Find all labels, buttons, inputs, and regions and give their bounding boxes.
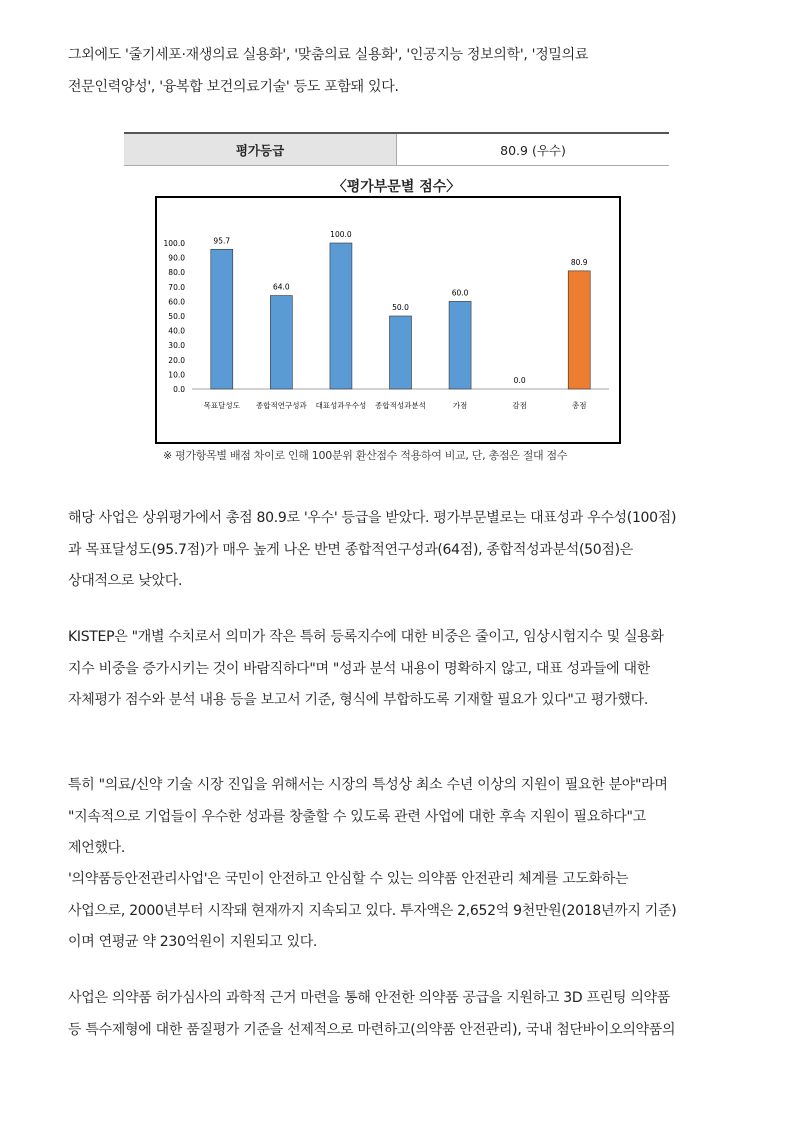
text-line: "지속적으로 기업들이 우수한 성과를 창출할 수 있도록 관련 사업에 대한 후속 지원이 필요하다"고 (68, 808, 646, 825)
y-tick-label: 70.0 (168, 282, 185, 292)
text-line: 과 목표달성도(95.7점)가 매우 높게 나온 반면 종합적연구성과(64점), 종합적성과분석(50점)은 (68, 541, 633, 558)
y-tick-label: 80.0 (168, 268, 185, 278)
text-line: 해당 사업은 상위평가에서 총점 80.9로 '우수' 등급을 받았다. 평가부문별로는 대표성과 우수성(100점) (68, 510, 677, 526)
paragraph (68, 503, 738, 598)
text-line: 사업으로, 2000년부터 시작돼 현재까지 지속되고 있다. 투자액은 2,652억 9천만원(2018년까지 기준) (68, 902, 677, 919)
text-line: 등 특수제형에 대한 품질평가 기준을 선제적으로 마련하고(의약품 안전관리), 국내 첨단바이오의약품의 (68, 1021, 676, 1038)
bar (330, 243, 352, 389)
text-line: 제언했다. (68, 840, 126, 856)
text-line: 특히 "의료/신약 기술 시장 진입을 위해서는 시장의 특성상 최소 수년 이상의 지원이 필요한 분야"라며 (68, 777, 668, 793)
text-line: 사업은 의약품 허가심사의 과학적 근거 마련을 통해 안전한 의약품 공급을 지원하고 3D 프린팅 의약품 (68, 990, 670, 1006)
paragraph (68, 40, 738, 103)
y-tick-label: 0.0 (173, 385, 185, 394)
chart-note: ※ 평가항목별 배점 차이로 인해 100분위 환산점수 적용하여 비교, 단, 총점은 절대 점수 (163, 449, 568, 462)
text-line: 지수 비중을 증가시키는 것이 바람직하다"며 "성과 분석 내용이 명확하지 않고, 대표 성과들에 대한 (68, 660, 650, 677)
x-tick-label: 대표성과우수성 (315, 401, 367, 410)
data-label: 100.0 (330, 230, 352, 239)
text-line: '의약품등안전관리사업'은 국민이 안전하고 안심할 수 있는 의약품 안전관리 체계를 고도화하는 (68, 871, 629, 887)
text-line: KISTEP은 "개별 수치로서 의미가 작은 특허 등록지수에 대한 비중은 줄이고, 임상시험지수 및 실용화 (68, 629, 664, 645)
data-label: 95.7 (213, 236, 231, 246)
text-line: 이며 연평균 약 230억원이 지원되고 있다. (68, 934, 318, 950)
data-label: 60.0 (451, 288, 469, 298)
x-tick-label: 목표달성도 (203, 401, 240, 410)
grade-table (124, 132, 669, 166)
grade-label: 평가등급 (124, 134, 397, 165)
y-tick-label: 60.0 (168, 297, 185, 307)
y-tick-label: 20.0 (168, 355, 185, 365)
y-tick-label: 50.0 (168, 312, 185, 321)
bar (390, 316, 412, 389)
y-tick-label: 90.0 (168, 253, 185, 263)
y-tick-label: 10.0 (168, 370, 185, 380)
text-line: 자체평가 점수와 분석 내용 등을 보고서 기준, 형식에 부합하도록 기재할 필요가 있다"고 평가했다. (68, 692, 648, 708)
paragraph (68, 864, 738, 959)
y-tick-label: 40.0 (168, 326, 185, 336)
bar (270, 296, 292, 389)
data-label: 64.0 (273, 282, 290, 292)
text-line: 상대적으로 낮았다. (68, 573, 183, 589)
x-tick-label: 가점 (452, 401, 468, 410)
chart-title: 〈평가부문별 점수〉 (332, 179, 461, 195)
paragraph (68, 770, 738, 865)
y-tick-label: 30.0 (168, 341, 185, 351)
paragraph (68, 622, 738, 717)
x-tick-label: 종합적성과분석 (375, 401, 426, 410)
data-label: 0.0 (513, 376, 526, 385)
data-label: 50.0 (392, 303, 409, 312)
bar (449, 301, 471, 389)
bar (568, 271, 590, 389)
paragraph (68, 983, 738, 1046)
text-line: 전문인력양성', '융복합 보건의료기술' 등도 포함돼 있다. (68, 78, 399, 95)
y-tick-label: 100.0 (163, 239, 185, 248)
bar (211, 249, 233, 389)
data-label: 80.9 (570, 257, 588, 267)
bar-chart-svg (157, 198, 619, 442)
bar-chart (155, 196, 621, 444)
x-tick-label: 종합적연구성과 (255, 401, 307, 410)
x-tick-label: 감점 (512, 401, 527, 410)
grade-value: 80.9 (우수) (500, 142, 566, 158)
text-line: 그외에도 '줄기세포·재생의료 실용화', '맞춤의료 실용화', '인공지능 정보의학', '정밀의료 (68, 47, 589, 63)
x-tick-label: 총점 (571, 401, 587, 410)
